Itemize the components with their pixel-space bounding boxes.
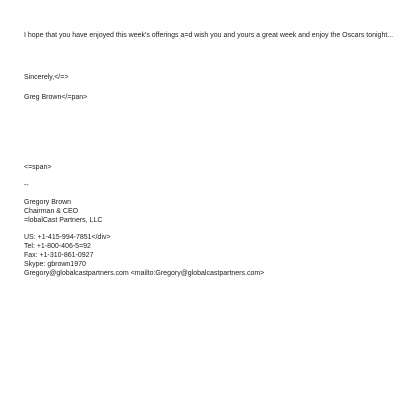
signature-fax: Fax: +1-310-861-0927	[24, 252, 94, 259]
signature-name: Gregory Brown	[24, 199, 72, 206]
signature-us-phone: US: +1-415-994-7851</div>	[24, 234, 111, 241]
signature-title: Chairman & CEO	[24, 208, 79, 215]
email-body-text: I hope that you have enjoyed this week's offerings a=d wish you and yours a great week and enjoy the Oscars tonight...	[24, 32, 394, 39]
signature-skype: Skype: gbrown1970	[24, 261, 86, 268]
signature-separator: --	[24, 182, 29, 189]
span-tag-text: <=span>	[24, 164, 52, 171]
signature-email-link[interactable]: Gregory@globalcastpartners.com <mailto:Gregory@globalcastpartners.com>	[24, 270, 265, 277]
signature-company: =lobalCast Partners, LLC	[24, 217, 103, 224]
closing-line: Sincerely,</=>	[24, 74, 69, 81]
signoff-name: Greg Brown</=pan>	[24, 94, 88, 101]
signature-tel: Tel: +1-800-406-5=92	[24, 243, 91, 250]
